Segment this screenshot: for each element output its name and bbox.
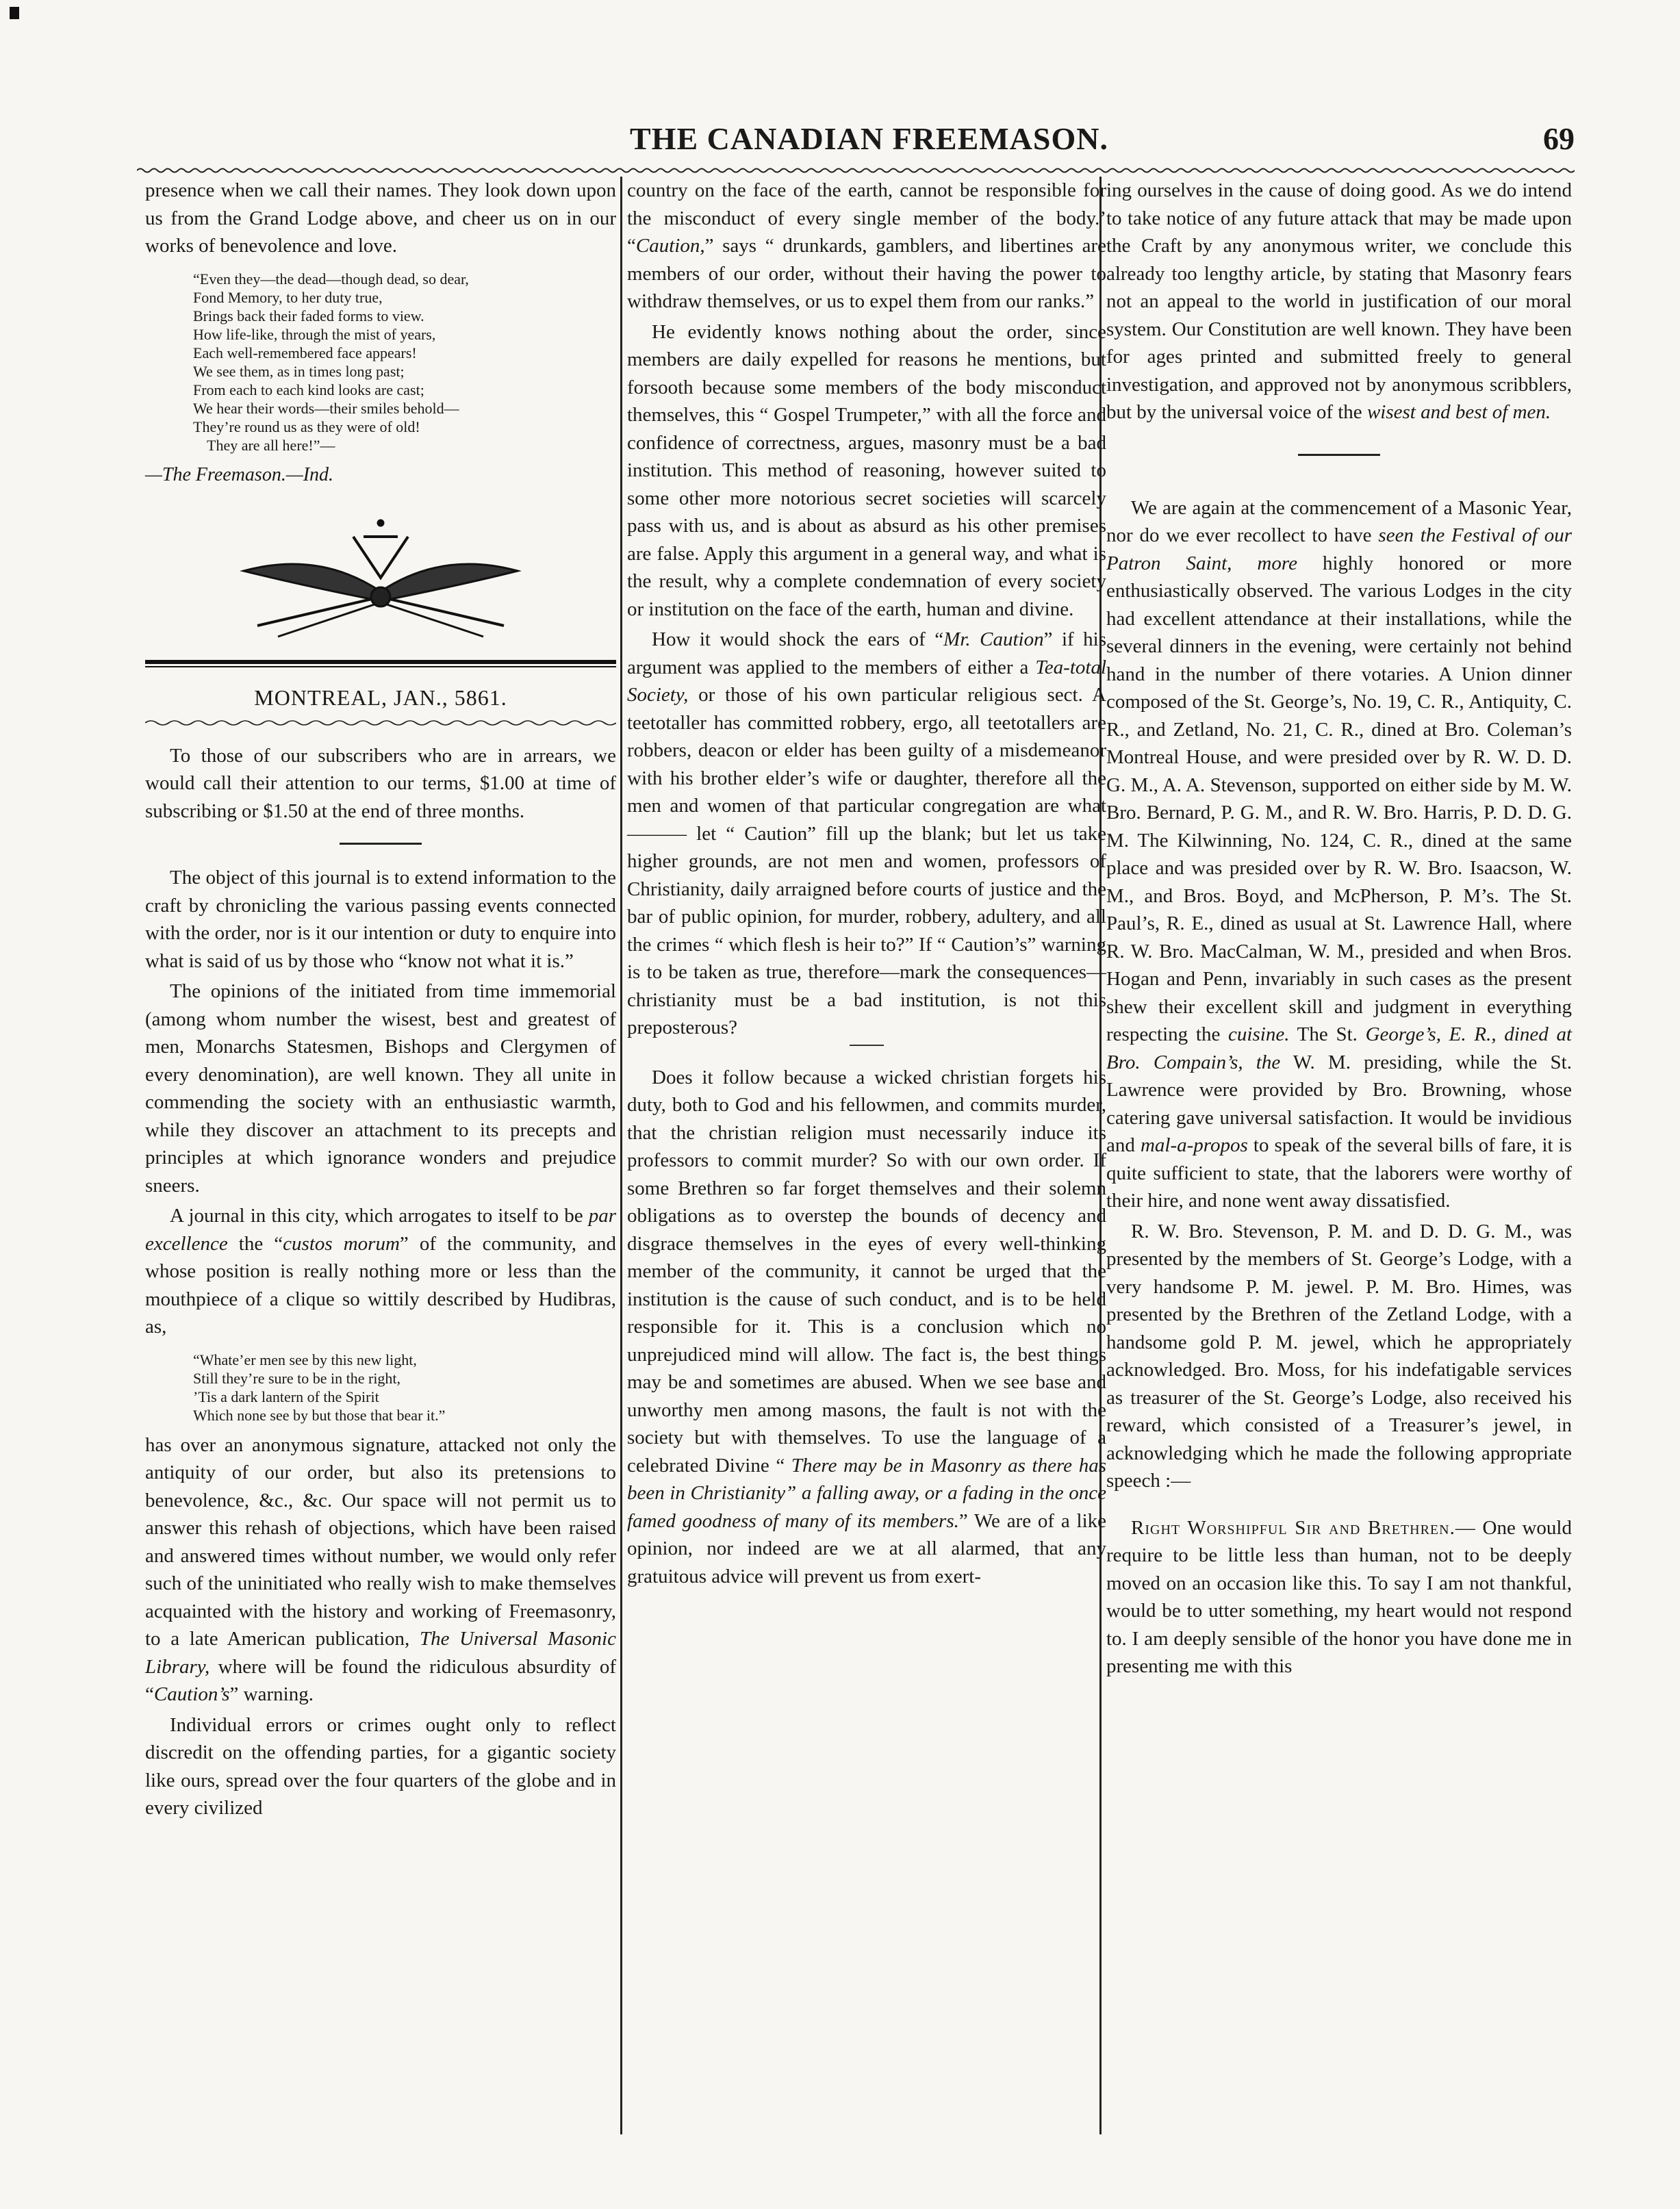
running-title: THE CANADIAN FREEMASON. (630, 121, 1108, 156)
poem-line: They are all here!”— (207, 436, 335, 454)
masonic-emblem-icon (216, 509, 545, 646)
poem-line: Fond Memory, to her duty true, (193, 288, 383, 306)
running-head (137, 120, 1575, 162)
poem-line: Which none see by but those that bear it.” (193, 1406, 446, 1424)
poem-verse (193, 270, 616, 455)
text-run: W. M. presiding, while the St. Lawrence were provided by Bro. Browning, whose catering gave universal satisfaction. It would be invidious and (1106, 1051, 1572, 1156)
paragraph: To those of our subscribers who are in arrears, we would call their attention to our terms, $1.00 at time of subscribing or $1.50 at the end of three months. (145, 744, 616, 822)
corner-mark (10, 7, 19, 19)
text-run: highly honored or more enthusiastically observed. The various Lodges in the city had excellent attendance at their installations, while the several dinners in the evening, were certainly not behind hand in the number of there votaries. A Union dinner composed of the St. George’s, No. 19, C. R., Antiquity, C. R., and Zetland, No. 21, C. R., dined at Bro. Coleman’s Montreal House, and were presided over by R. W. D. D. G. M., A. A. Stevenson, supported on either side by M. W. Bro. Bernard, P. G. M., and R. W. Bro. Harris, P. D. D. G. M. The Kilwinning, No. 124, C. R., dined at the same place and was presided over by R. W. Bro. Isaacson, W. M., and Bros. Boyd, and McPherson, P. M’s. The St. Paul’s, R. E., dined as usual at St. Lawrence Hall, where R. W. Bro. MacCalman, W. M., presided and when Bros. Hogan and Penn, invariably in such cases as the present shew their excellent skill and judgment in everything respecting the (1106, 552, 1572, 1045)
paragraph (1106, 177, 1572, 426)
text-run: Does it follow because a wicked christian forgets his duty, both to God and his fellowmen, and commits murder, that the christian religion must necessarily induce its professors to commit murder? So with our own order. If some Brethren so far forget themselves and their solemn obligations as to overstep the bounds of decency and disgrace themselves in the eyes of every well-thinking member of the community, it cannot be urged that the institution is the cause of such conduct, and is to be held responsible for it. This is a conclusion which no unprejudiced mind will allow. The fact is, the best things may be and sometimes are abused. When we see base and unworthy men among masons, the fault is not with the society but with themselves. To use the language of a celebrated Divine “ (627, 1066, 1106, 1477)
spacer (1106, 1495, 1572, 1514)
column-rule-1 (620, 177, 622, 2134)
text-run: We are again at the commencement of a Masonic Year, nor do we ever recollect to have (1106, 496, 1572, 546)
text-run: The Universal Masonic Library, (145, 1628, 616, 1678)
speech-heading: Right Worshipful Sir and Brethren.— (1131, 1516, 1476, 1539)
paragraph (145, 1431, 616, 1709)
text-run: The St. (1289, 1023, 1366, 1045)
text-run: has over an anonymous signature, attacked not only the antiquity of our order, but also its pretensions to benevolence, &c., &c. Our space will not permit us to answer this rehash of objections, which have been raised and answered times without number, we would only refer such of the uninitiated who really wish to make themselves acquainted with the history and working of Freemasonry, to a late American publication, (145, 1433, 616, 1650)
poem-line: “Whate’er men see by this new light, (193, 1351, 417, 1368)
text-run: where will be found the ridiculous absurdity of “ (145, 1655, 616, 1705)
text-run: cuisine. (1228, 1023, 1290, 1045)
paragraph: The opinions of the initiated from time immemorial (among whom number the wisest, best and greatest of men, Monarchs Statesmen, Bishops and Clergymen of every denomination), are well known. They all unite in commending the society with an enthusiastic warmth, while they discover an attachment to its precepts and principles at which ignorance wonders and prejudice sneers. (145, 980, 616, 1197)
text-run: Caution, (635, 235, 705, 257)
column-right (1106, 177, 1572, 1681)
separator-rule (850, 1045, 884, 1046)
paragraph (1106, 1514, 1572, 1681)
page-number: 69 (1543, 121, 1575, 156)
poem-line: How life-like, through the mist of years, (193, 325, 436, 343)
paragraph (627, 626, 1106, 1042)
text-run: Tea-total Society, (627, 656, 1106, 706)
section-double-rule (145, 660, 616, 667)
poem-verse (193, 1351, 616, 1425)
poem-line: We hear their words—their smiles behold— (193, 399, 459, 417)
text-run: ” says “ drunkards, gamblers, and libertines are members of our order, without their having the power to withdraw themselves, or us to expel them from our ranks.” (627, 235, 1106, 312)
paragraph: R. W. Bro. Stevenson, P. M. and D. D. G. M., was presented by the members of St. George’s Lodge, with a very handsome P. M. jewel. P. M. Bro. Himes, was presented by the Brethren of the Zetland Lodge, with a handsome gold P. M. jewel, which he appropriately acknowledged. Bro. Moss, for his indefatigable services as treasurer of the St. George’s Lodge, also received his reward, which consisted of a Treasurer’s jewel, in acknowledging which he made the following appropriate speech :— (1106, 1220, 1572, 1492)
text-run: There may be in Masonry as there has been in Christianity” a falling away, or a fading in the once famed goodness of many of its members. (627, 1454, 1106, 1532)
poem-line: We see them, as in times long past; (193, 362, 405, 380)
text-run: Caution’s (153, 1683, 230, 1705)
poem-source: —The Freemason.—Ind. (145, 463, 334, 485)
text-run: ” if his argument was applied to the members of either a (627, 628, 1106, 678)
text-run: custos morum (283, 1232, 400, 1255)
text-run: the “ (227, 1232, 283, 1255)
text-run: seen the Festival of our Patron Saint, more (1106, 524, 1572, 574)
poem-line: Each well-remembered face appears! (193, 344, 417, 361)
text-run: A journal in this city, which arrogates to itself to be (170, 1205, 589, 1227)
text-run: ” of the community, and whose position is really nothing more or less than the mouthpiece of a clique so wittily described by Hudibras, as, (145, 1232, 617, 1338)
paragraph (627, 177, 1106, 316)
text-run: Mr. Caution (943, 628, 1044, 650)
paragraph: presence when we call their names. They look down upon us from the Grand Lodge above, and cheer us on in our works of benevolence and love. (145, 179, 616, 257)
text-run: ” warning. (229, 1683, 314, 1705)
text-run: George’s, E. R., dined at Bro. Compain’s, the (1106, 1023, 1572, 1073)
paragraph (145, 1202, 616, 1341)
poem-line: “Even they—the dead—though dead, so dear, (193, 270, 469, 288)
column-left (145, 177, 616, 1822)
text-run: country on the face of the earth, cannot be responsible for the misconduct of every single member of the body.’ “ (627, 179, 1106, 257)
paragraph: Individual errors or crimes ought only to reflect discredit on the offending parties, for a gigantic society like ours, spread over the four quarters of the globe and in every civilized (145, 1713, 616, 1819)
text-run: mal-a-propos (1140, 1134, 1248, 1156)
poem-line: From each to each kind looks are cast; (193, 381, 424, 398)
text-run: ” We are of a like opinion, nor indeed are we at all alarmed, that any gratuitous advice will prevent us from exert- (627, 1509, 1107, 1587)
paragraph (627, 1064, 1106, 1591)
paragraph: The object of this journal is to extend information to the craft by chronicling the various passing events connected with the order, nor is it our intention or duty to enquire into what is said of us by those who “know not what it is.” (145, 867, 616, 972)
text-run: ing ourselves in the cause of doing good. As we do intend to take notice of any future attack that may be made upon the Craft by any anonymous writer, we conclude this already too lengthy article, by stating that Masonry fears not an appeal to the world in justification of our moral system. Our Constitution are well known. They have been for ages printed and submitted freely to general investigation, and approved not by anonymous scribblers, but by the universal voice of the (1106, 179, 1572, 423)
poem-line: ’Tis a dark lantern of the Spirit (193, 1388, 379, 1405)
paragraph (1106, 494, 1572, 1215)
paragraph: He evidently knows nothing about the order, since members are daily expelled for reasons he mentions, but forsooth because some members of the body misconduct themselves, this “ Gospel Trumpeter,” with all the force and confidence of correctness, argues, masonry must be a bad institution. This method of reasoning, however suited to some other more notorious secret societies will scarcely pass with us, and is about as absurd as his other premises are false. Apply this argument in a general way, and what is the result, why a complete condemnation of every society or institution on the face of the earth, human and divine. (627, 320, 1106, 620)
separator-rule (1298, 454, 1380, 456)
text-run: or those of his own particular religious sect. A teetotaller has committed robbery, ergo, all teetotallers are robbers, deacon or elder has been guilty of a misdemeanor with his brother elder’s wife or daughter, therefore all the men and women of that particular congregation are what ——— let “ Caution” fill up the blank; but let us take higher grounds, are not men and women, professors of Christianity, daily arraigned before courts of justice and the bar of public opinion, for murder, robbery, adultery, and all the crimes “ which flesh is heir to?” If “ Caution’s” warning is to be taken as true, therefore—mark the consequences—christianity must be a bad institution, is not this preposterous? (627, 684, 1106, 1038)
poem-line: They’re round us as they were of old! (193, 418, 420, 435)
dateline: MONTREAL, JAN., 5861. (254, 685, 507, 710)
header-wavy-rule (137, 167, 1575, 174)
poem-line: Still they’re sure to be in the right, (193, 1369, 401, 1387)
text-run: to speak of the several bills of fare, it is quite sufficient to state, that the laborers were worthy of their hire, and none went away dissatisfied. (1106, 1134, 1572, 1212)
column-middle (627, 177, 1106, 1590)
text-run: wisest and best of men. (1366, 401, 1551, 423)
poem-line: Brings back their faded forms to view. (193, 307, 424, 324)
dateline-wavy-rule (145, 719, 616, 727)
separator-rule (340, 843, 422, 845)
text-run: One would require to be little less than human, not to be deeply moved on an occasion like this. To say I am not thankful, would be to utter something, my heart would not respond to. I am deeply sensible of the honor you have done me in presenting me with this (1106, 1516, 1572, 1677)
text-run: How it would shock the ears of “ (652, 628, 944, 650)
text-run: par excellence (145, 1205, 616, 1255)
